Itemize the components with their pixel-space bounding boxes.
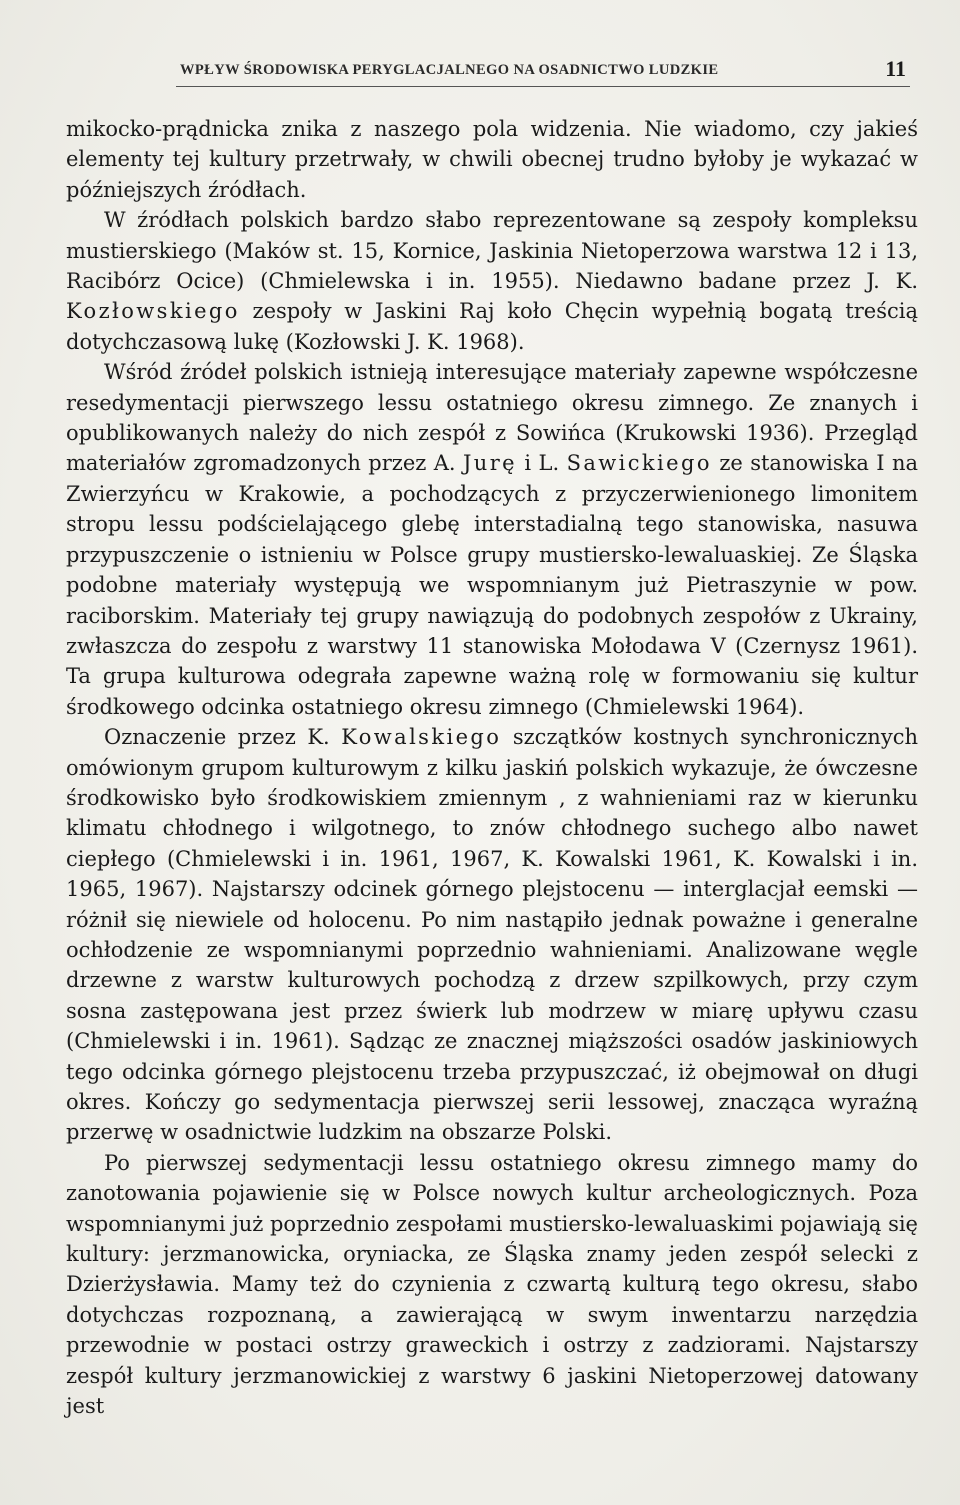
paragraph-2-text-a: W źródłach polskich bardzo słabo reprezentowane są zespoły kompleksu mustierskiego (Maków st. 15, Kornice, Jaskinia Nietoperzowa warstwa 12 i 13, Racibórz Ocice) (Chmielewska i in. 1955). Niedawno badane przez J. K. [66,208,918,294]
author-name-jura: Jurę [462,451,517,476]
running-head [180,56,910,84]
author-name-sawicki: Sawickiego [566,451,712,476]
running-title: WPŁYW ŚRODOWISKA PERYGLACJALNEGO NA OSADNICTWO LUDZKIE [180,62,719,78]
paragraph-4-text-a: Oznaczenie przez K. [104,725,342,750]
body-text [66,114,918,1421]
paragraph-4-text-c: szczątków kostnych synchronicznych omówionym grupom kulturowym z kilku jaskiń polskich wykazuje, że ówczesne środkowisko było środkowiskiem zmiennym , z wahnieniami raz w kierunku klimatu chłodnego i wilgotnego, to znów chłodnego suchego albo nawet ciepłego (Chmielewski i in. 1961, 1967, K. Kowalski 1961, K. Kowalski i in. 1965, 1967). Najstarszy odcinek górnego plejstocenu — interglacjał eemski — różnił się niewiele od holocenu. Po nim nastąpiło jednak poważne i generalne ochłodzenie ze wspomnianymi poprzednio wahnieniami. Analizowane węgle drzewne z warstw kulturowych pochodzą z drzew szpilkowych, przy czym sosna zastępowana jest przez świerk lub modrzew w miarę upływu czasu (Chmielewski i in. 1961). Sądząc ze znacznej miąższości osadów jaskiniowych tego odcinka górnego plejstocenu trzeba przypuszczać, iż obejmował on długi okres. Kończy go sedymentacja pierwszej serii lessowej, znacząca wyraźną przerwę w osadnictwie ludzkim na obszarze Polski. [66,725,918,1145]
paragraph-5 [66,1148,918,1422]
paragraph-5-text: Po pierwszej sedymentacji lessu ostatniego okresu zimnego mamy do zanotowania pojawienie się w Polsce nowych kultur archeologicznych. Poza wspomnianymi już poprzednio zespołami mustiersko-lewaluaskimi pojawiają się kultury: jerzmanowicka, oryniacka, ze Śląska znamy jeden zespół selecki z Dzierżysławia. Mamy też do czynienia z czwartą kulturą tego okresu, słabo dotychczas rozpoznaną, a zawierającą w swym inwentarzu narzędzia przewodnie w postaci ostrzy graweckich i ostrzy z zadziorami. Najstarszy zespół kultury jerzmanowickiej z warstwy 6 jaskini Nietoperzowej datowany jest [66,1150,918,1419]
paragraph-4 [66,722,918,1148]
paragraph-3-text-e: ze stanowiska I na Zwierzyńcu w Krakowie, a pochodzących z przyczerwienionego limonitem stropu lessu podścielającego glebę interstadialną tego stanowiska, nasuwa przypuszczenie o istnieniu w Polsce grupy mustiersko-lewaluaskiej. Ze Śląska podobne materiały występują we wspomnianym już Pietraszynie w pow. raciborskim. Materiały tej grupy nawiązują do podobnych zespołów z Ukrainy, zwłaszcza do zespołu z warstwy 11 stanowiska Mołodawa V (Czernysz 1961). Ta grupa kulturowa odegrała zapewne ważną rolę w formowaniu się kultur środkowego odcinka ostatniego okresu zimnego (Chmielewski 1964). [66,451,918,719]
author-name-kowalski: Kowalskiego [341,725,502,750]
paragraph-1-text: mikocko-prądnicka znika z naszego pola widzenia. Nie wiadomo, czy jakieś elementy tej kultury przetrwały, w chwili obecnej trudno byłoby je wykazać w późniejszych źródłach. [66,117,918,202]
paragraph-2-text-c: zespoły w Jaskini Raj koło Chęcin wypełnią bogatą treścią dotychczasową lukę (Kozłowski J. K. 1968). [66,299,918,354]
paragraph-3-text-c: i L. [517,451,567,476]
paragraph-2 [66,205,918,357]
page-number: 11 [885,56,906,81]
header-rule [176,86,910,87]
paragraph-1 [66,114,918,205]
paragraph-3 [66,357,918,722]
author-name-kozlowski: Kozłowskiego [66,299,240,324]
paragraph-3-text-a: Wśród źródeł polskich istnieją interesujące materiały zapewne współczesne resedymentacji pierwszego lessu ostatniego okresu zimnego. Ze znanych i opublikowanych należy do nich zespół z Sowińca (Krukowski 1936). Przegląd materiałów zgromadzonych przez A. [66,360,918,476]
